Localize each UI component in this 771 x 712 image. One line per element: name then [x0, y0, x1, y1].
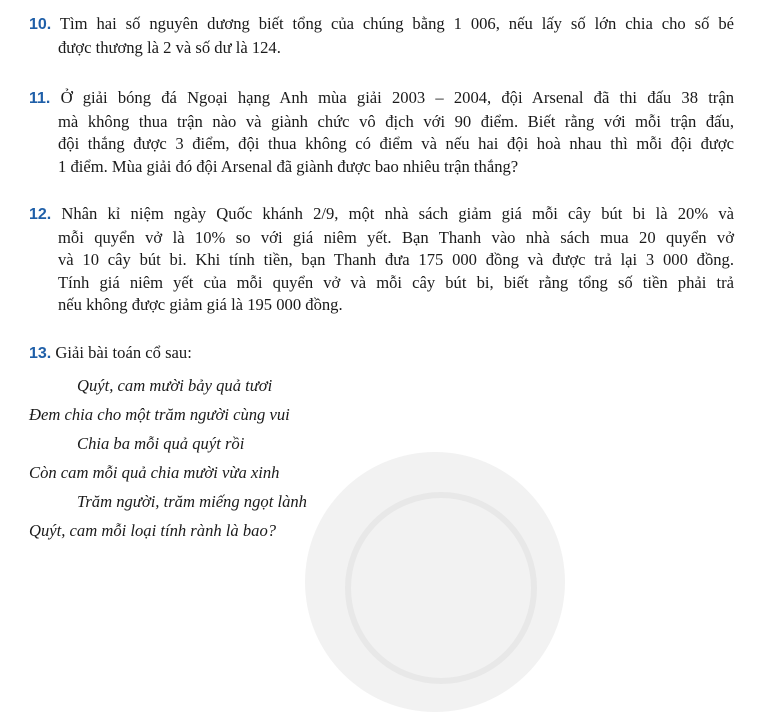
poem-verse: Trăm người, trăm miếng ngọt lành: [77, 492, 307, 511]
poem-verse: Quýt, cam mười bảy quả tươi: [77, 376, 273, 395]
problem-number: 12.: [29, 206, 52, 223]
problem-11: [29, 87, 734, 178]
problem-text: Giải bài toán cổ sau:: [55, 343, 192, 362]
problem-line: [29, 13, 734, 37]
problem-line: Tính giá niêm yết của mỗi quyển vở và mỗi cây bút bi, biết rằng tổng số tiền phải trả: [58, 272, 734, 292]
problem-text: Tìm hai số nguyên dương biết tổng của chúng bằng 1 006, nếu lấy số lớn chia cho số bé: [59, 14, 734, 33]
problem-line: mỗi quyển vở là 10% so với giá niêm yết. Bạn Thanh vào nhà sách mua 20 quyển vở: [58, 227, 734, 247]
problem-line: [29, 342, 734, 366]
problem-line: được thương là 2 và số dư là 124.: [58, 37, 281, 57]
poem-verse: Còn cam mỗi quả chia mười vừa xinh: [29, 463, 280, 482]
problem-line: và 10 cây bút bi. Khi tính tiền, bạn Thanh đưa 175 000 đồng và được trả lại 3 000 đồng.: [58, 250, 734, 270]
book-logo-watermark: [305, 452, 565, 712]
poem-verse: Quýt, cam mỗi loại tính rành là bao?: [29, 521, 277, 540]
problem-number: 11.: [29, 90, 51, 107]
problem-line: đội thắng được 3 điểm, đội thua không có điểm và nếu hai đội hoà nhau thì mỗi đội được: [58, 134, 734, 154]
problem-12: [29, 203, 734, 317]
problem-line: 1 điểm. Mùa giải đó đội Arsenal đã giành được bao nhiêu trận thắng?: [58, 156, 519, 176]
problem-line: nếu không được giảm giá là 195 000 đồng.: [58, 295, 343, 315]
problem-line: mà không thua trận nào và giành chức vô địch với 90 điểm. Biết rằng với mỗi trận đấu,: [58, 111, 734, 131]
problem-text: Nhân kỉ niệm ngày Quốc khánh 2/9, một nhà sách giảm giá mỗi cây bút bi là 20% và: [61, 204, 734, 223]
problem-number: 13.: [29, 345, 52, 362]
problem-line: [29, 203, 734, 227]
problem-10: [29, 13, 734, 59]
problem-13: [29, 342, 734, 366]
folk-poem: [29, 371, 307, 545]
poem-verse: Chia ba mỗi quả quýt rồi: [77, 434, 245, 453]
problem-number: 10.: [29, 16, 52, 33]
poem-verse: Đem chia cho một trăm người cùng vui: [29, 405, 290, 424]
watermark-ring: [345, 492, 537, 684]
problem-line: [29, 87, 734, 111]
problem-text: Ở giải bóng đá Ngoại hạng Anh mùa giải 2003 – 2004, đội Arsenal đã thi đấu 38 trận: [60, 88, 734, 107]
